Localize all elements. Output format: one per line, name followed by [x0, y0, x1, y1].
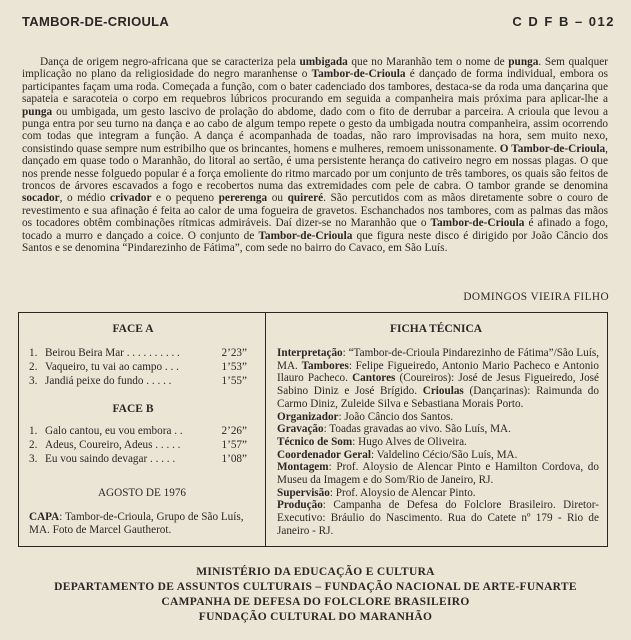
track-row: [29, 361, 247, 374]
track-number: 2.: [29, 361, 38, 373]
credit-entry: [277, 461, 599, 486]
liner-bold: punga: [22, 105, 53, 118]
credit-label: Coordenador Geral: [277, 448, 371, 461]
liner-notes: [22, 56, 608, 255]
track-row: [29, 453, 247, 466]
liner-text: ou umbigada, um gesto lascivo de prolação do abdome, dado com o fito de derrubar a parceira. A crioula que levou a punga entra por seu turno na dança e ao cabo de algum tempo repete o gesto da umbigada noutra companheira, assim ocorrendo com todas que integram a função. A dança é acompanhada de toadas, não raro improvisadas na hora, sem muito nexo, consistindo quase sempre num estribilho que os brincantes, homens e mulheres, remoem unissonamente.: [22, 105, 608, 155]
liner-text: é afinado a fogo, tocado a murro e dançado a coice. O conjunto de: [22, 217, 608, 242]
footer-line: MINISTÉRIO DA EDUCAÇÃO E CULTURA: [196, 566, 435, 578]
liner-text: . São percutidos com as mãos diretamente sobre o couro de revestimento e sua afinação é feita ao calor de uma fogueira de gravetos. Eschanchados nos tambores, com as palmas das mãos os tocadores obtêm combinações rítmicas admiráveis. Daí dizer-se no Maranhão que o: [22, 192, 609, 230]
track-name: Jandiá peixe do fundo . . . . .: [45, 375, 172, 387]
cover-label: CAPA: [29, 511, 60, 523]
liner-bold: O Tambor-de-Crioula: [499, 142, 606, 155]
track-row: [29, 425, 247, 438]
liner-text: , o médio: [59, 192, 106, 205]
track-name: Eu vou saindo devagar . . . . .: [45, 453, 176, 465]
credit-text: : “Tambor-de-Crioula Pindarezinho de Fátima”/São Luís, MA.: [277, 347, 599, 372]
author-signature: DOMINGOS VIEIRA FILHO: [463, 291, 609, 303]
credit-entry: [277, 436, 599, 449]
track-duration: 1’55”: [221, 375, 247, 387]
credit-text: : Valdelino Cécio/São Luís, MA.: [370, 448, 518, 461]
track-name: Beirou Beira Mar . . . . . . . . . .: [45, 347, 180, 359]
credit-text: : Campanha de Defesa do Folclore Brasileiro. Diretor-Executivo: Bráulio do Nascimento. Rua do Catete nº 179 - Rio de Janeiro - RJ.: [277, 499, 599, 537]
track-number: 1.: [29, 425, 38, 437]
cover-credit: [29, 511, 251, 537]
liner-bold: crivador: [110, 192, 152, 205]
track-row: [29, 347, 247, 360]
credits-title: FICHA TÉCNICA: [389, 323, 483, 335]
footer-line: CAMPANHA DE DEFESA DO FOLCLORE BRASILEIRO: [161, 596, 470, 608]
credit-text: : Hugo Alves de Oliveira.: [352, 435, 467, 448]
track-row: [29, 439, 247, 452]
track-number: 1.: [29, 347, 38, 359]
footer-line: DEPARTAMENTO DE ASSUNTOS CULTURAIS – FUNDAÇÃO NACIONAL DE ARTE-FUNARTE: [54, 581, 577, 593]
liner-text: é dançado de forma individual, embora os participantes façam uma roda. Começada a função, com o bater cadenciado dos tambores, destaca-se da roda uma dançarina que sapateia e saracoteia o corpo em requebros lúbricos procurando em seguida a companheira mais próxima para aplicar-lhe a: [22, 68, 608, 106]
credit-entry: [277, 411, 599, 424]
face-b-title: FACE B: [112, 403, 154, 415]
liner-bold: socador: [22, 192, 60, 205]
catalog-code: C D F B – 012: [512, 14, 615, 29]
liner-bold: pererenga: [218, 192, 268, 205]
track-name: Adeus, Coureiro, Adeus . . . . .: [45, 439, 181, 451]
liner-text: que figura neste disco é dirigido por João Câncio dos Santos e se denomina “Pindarezinho de Fátima”, com sede no bairro do Cavaco, em São Luís.: [22, 229, 608, 255]
track-number: 3.: [29, 375, 38, 387]
track-duration: 1’53”: [221, 361, 247, 373]
release-date: AGOSTO DE 1976: [97, 487, 187, 499]
info-box: [18, 312, 608, 547]
credit-text: (Dançarinas): Raimunda do Carmo Diniz, Zuleide Silva e Sebastiana Morais Porto.: [277, 385, 599, 410]
credit-text: : João Câncio dos Santos.: [338, 410, 454, 423]
credit-entry: [277, 347, 599, 411]
liner-text: . Sem qualquer implicação no plano da religiosidade do negro maranhense o: [22, 56, 609, 81]
credit-label: Técnico de Som: [277, 435, 353, 448]
track-duration: 1’08”: [221, 453, 247, 465]
credit-text: : Prof. Aloysio de Alencar Pinto e Hamilton Cordova, do Museu da Imagem e do Som/Rio de Janeiro, RJ.: [277, 461, 599, 487]
credits-list: [277, 347, 599, 538]
liner-bold: umbigada: [299, 56, 348, 68]
credit-label: Organizador: [277, 410, 339, 423]
album-title: TAMBOR-DE-CRIOULA: [22, 14, 170, 29]
track-row: [29, 375, 247, 388]
track-duration: 1’57”: [221, 439, 247, 451]
credit-label: Cantores: [352, 372, 396, 385]
credit-entry: [277, 449, 599, 462]
liner-text: e o pequeno: [156, 192, 215, 205]
footer-line: FUNDAÇÃO CULTURAL DO MARANHÃO: [198, 611, 433, 623]
liner-text: que no Maranhão tem o nome de: [351, 56, 505, 68]
liner-text: Dança de origem negro-africana que se caracteriza pela: [40, 56, 296, 68]
liner-text: ou: [271, 192, 284, 205]
credit-text: : Prof. Aloysio de Alencar Pinto.: [329, 486, 476, 499]
credit-label: Gravação: [277, 423, 324, 436]
credit-entry: [277, 487, 599, 500]
credit-text: : Toadas gravadas ao vivo. São Luís, MA.: [323, 423, 511, 436]
liner-bold: Tambor-de-Crioula: [430, 217, 525, 230]
credit-entry: [277, 423, 599, 436]
liner-bold: quireré: [287, 192, 324, 205]
credit-label: Crioulas: [422, 385, 464, 398]
credit-label: Produção: [277, 499, 323, 512]
credit-label: Supervisão: [277, 486, 330, 499]
credit-entry: [277, 499, 599, 537]
track-number: 3.: [29, 453, 38, 465]
credit-text: : Felipe Figueiredo, Antonio Mario Pacheco e Antonio Ilauro Pacheco.: [277, 359, 600, 385]
track-number: 2.: [29, 439, 38, 451]
liner-bold: Tambor-de-Crioula: [311, 68, 406, 81]
credit-text: (Coureiros): José de Jesus Figueiredo, José Sabino Diniz e José Brígido.: [277, 372, 599, 398]
credit-label: Tambores: [301, 359, 349, 372]
liner-bold: Tambor-de-Crioula: [258, 229, 353, 242]
track-duration: 2’23”: [221, 347, 247, 359]
liner-text: , dançado em quase todo o Maranhão, do litoral ao sertão, é uma persistente herança do cativeiro negro em nossas plagas. O que nos prende nesse folguedo popular é a força emoliente do ritmo marcado por um conjunto de três tambores, os quais são feitos de troncos de árvores escavados a fogo e recobertos numa das extremidades com pele de cabra. O tambor grande se denomina: [22, 142, 608, 193]
liner-bold: punga: [508, 56, 539, 68]
cover-text: : Tambor-de-Crioula, Grupo de São Luís, MA. Foto de Marcel Gautherot.: [29, 511, 244, 536]
column-divider: [265, 313, 266, 546]
track-duration: 2’26”: [221, 425, 247, 437]
track-name: Vaqueiro, tu vai ao campo . . .: [45, 361, 179, 373]
credit-label: Interpretação: [277, 347, 343, 359]
face-a-title: FACE A: [112, 323, 154, 335]
credit-label: Montagem: [277, 461, 329, 474]
track-name: Galo cantou, eu vou embora . .: [45, 425, 183, 437]
